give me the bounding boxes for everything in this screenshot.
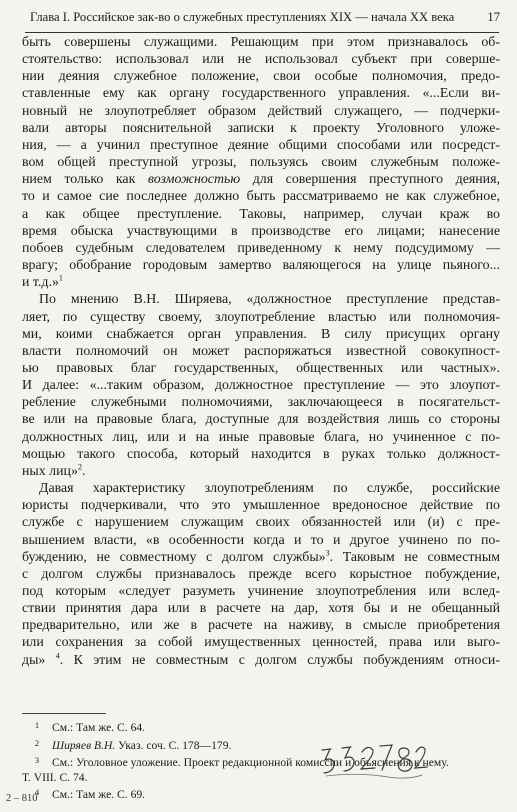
- text-line: И далее: «...таким образом, должностное преступление — это злоупот-: [22, 378, 500, 394]
- text-line: ных лиц»$^2$.: [22, 462, 86, 479]
- footnote-text: См.: Там же. С. 64.: [52, 721, 146, 734]
- text-line: вышением власти, «в особенности когда и то и другое учинено по по-: [22, 532, 500, 548]
- footnotes: [22, 718, 500, 803]
- footnote-4: [22, 785, 500, 803]
- header-rule: [25, 32, 499, 33]
- text-line: ния, — а учинил преступное деяние общими способами или посредст-: [22, 137, 500, 153]
- text-fragment: нием только как: [22, 172, 148, 188]
- text-line: ствии принятия дара или в расчете на дар, хотя бы и не обещанный: [22, 601, 500, 617]
- signature-mark: 2 – 810: [6, 793, 38, 804]
- text-line: нии деяния служебное положение, свои особые полномочия, предо-: [22, 69, 500, 85]
- text-line: время обыска участвующими в производстве его лицами; нанесение: [22, 223, 500, 239]
- text-line: ставленные ему как органу государственного управления. «...Если ви-: [22, 86, 500, 102]
- text-line: или сохранения за собой имущественных ценностей, права или выго-: [22, 635, 500, 651]
- text-line: По мнению В.Н. Ширяева, «должностное преступление представ-: [39, 292, 500, 308]
- footnote-text: См.: Уголовное уложение. Проект редакционной комиссии и объяснения к нему.: [52, 756, 449, 769]
- text-line: [22, 652, 500, 669]
- footnote-3: [22, 753, 500, 771]
- text-fragment: . Таковым не совместным: [329, 549, 500, 565]
- text-line: ве или на правовые блага, доступные для воздействия лишь со стороны: [22, 412, 500, 428]
- text-line: а как общее преступление. Таковы, например, случаи краж во: [22, 206, 500, 222]
- footnote-ref: 2: [77, 462, 82, 472]
- footnote-3-continuation: Т. VIII. С. 74.: [22, 770, 88, 784]
- footnote-ref: 3: [325, 548, 330, 558]
- text-line: новный не злоупотребляет образом действий служащего, — подчерки-: [22, 103, 500, 119]
- text-line: власти полномочий он может распоряжаться известной совокупност-: [22, 343, 500, 359]
- text-line: [22, 274, 500, 291]
- text-line: ребление служебными полномочиями, заключающееся в посягательст-: [22, 395, 500, 411]
- text-line: юристы подчеркивали, что это умышленное вредоносное действие по: [22, 498, 500, 514]
- text-fragment: ных лиц»: [22, 463, 78, 479]
- text-line: то и самое сие последнее должно быть рассматриваемо не как служебное,: [22, 189, 500, 205]
- text-line: [22, 171, 500, 188]
- footnote-number: 3: [34, 755, 40, 765]
- text-line: под которым «следует разуметь учинение злоупотребления или вслед-: [22, 584, 500, 599]
- footnote-text: Указ. соч. С. 178—179.: [115, 738, 232, 752]
- footnote-number: 2: [34, 737, 40, 748]
- footnote-author: Ширяев В.Н.: [52, 738, 116, 752]
- text-line: побоев судебным следователем приведенному к нему подсудимому —: [22, 240, 500, 256]
- text-line: Давая характеристику злоупотреблениям по службе, российские: [39, 481, 500, 497]
- footnote-ref: 4: [55, 651, 60, 660]
- footnote-number: 1: [34, 720, 40, 730]
- text-line: предварительно, или же в расчете на наживу, в смысле приобретения: [22, 618, 500, 634]
- text-line: вом общей преступной угрозы, пользуясь своим служебным положе-: [22, 155, 500, 171]
- text-line: ью правовых благ государственных, общественных или частных».: [22, 360, 500, 376]
- text-line: быть совершены служащими. Решающим при этом признавалось об-: [22, 35, 500, 50]
- text-line: врагу; обобрание городовым замертво валяющегося на улице пьяного...: [22, 258, 500, 274]
- text-fragment: буждению, не совместному с долгом службы»: [22, 549, 326, 565]
- running-title: Глава I. Российское зак-во о служебных преступлениях XIX — начала XX века: [30, 10, 455, 24]
- text-fragment: и т.д.»: [22, 275, 59, 291]
- page-number: 17: [487, 10, 500, 24]
- handwritten-inventory-number: [318, 736, 428, 786]
- text-fragment: для совершения преступного деяния,: [240, 172, 500, 188]
- text-fragment: ды»: [22, 652, 46, 668]
- text-line: вали авторы пояснительной записки к проекту Уголовного уложе-: [22, 120, 500, 136]
- footnote-1: [22, 718, 500, 736]
- footnote-rule: [22, 713, 106, 714]
- footnote-ref: 1: [58, 273, 63, 283]
- footnote-2: [22, 736, 500, 754]
- text-line: мощью такого способа, который находится в руках только должност-: [22, 446, 500, 462]
- text-line: должностных лиц, или и на иные правовые блага, но учиненное с по-: [22, 429, 500, 445]
- footnote-text: См.: Там же. С. 69.: [52, 788, 146, 801]
- text-line: стоятельство: использовал или не использовал субъект при соверше-: [22, 52, 500, 68]
- text-line: ми, коими снабжается орган управления. В силу присущих органу: [22, 326, 500, 342]
- text-line: с долгом службы признавалось прежде всего корыстное побуждение,: [22, 566, 500, 582]
- text-line: ляет, по существу своему, злоупотребление властью или полномочия-: [22, 309, 500, 325]
- italic-word: возможностью: [147, 172, 241, 188]
- footnote-number: 4: [34, 787, 40, 797]
- text-line: службе с нарушением служащим своих обязанностей или (и) с пре-: [22, 515, 500, 531]
- text-fragment: . К этим не совместным с долгом службы побуждениям относи-: [59, 652, 500, 668]
- main-text: [22, 34, 500, 669]
- text-line: [22, 549, 500, 566]
